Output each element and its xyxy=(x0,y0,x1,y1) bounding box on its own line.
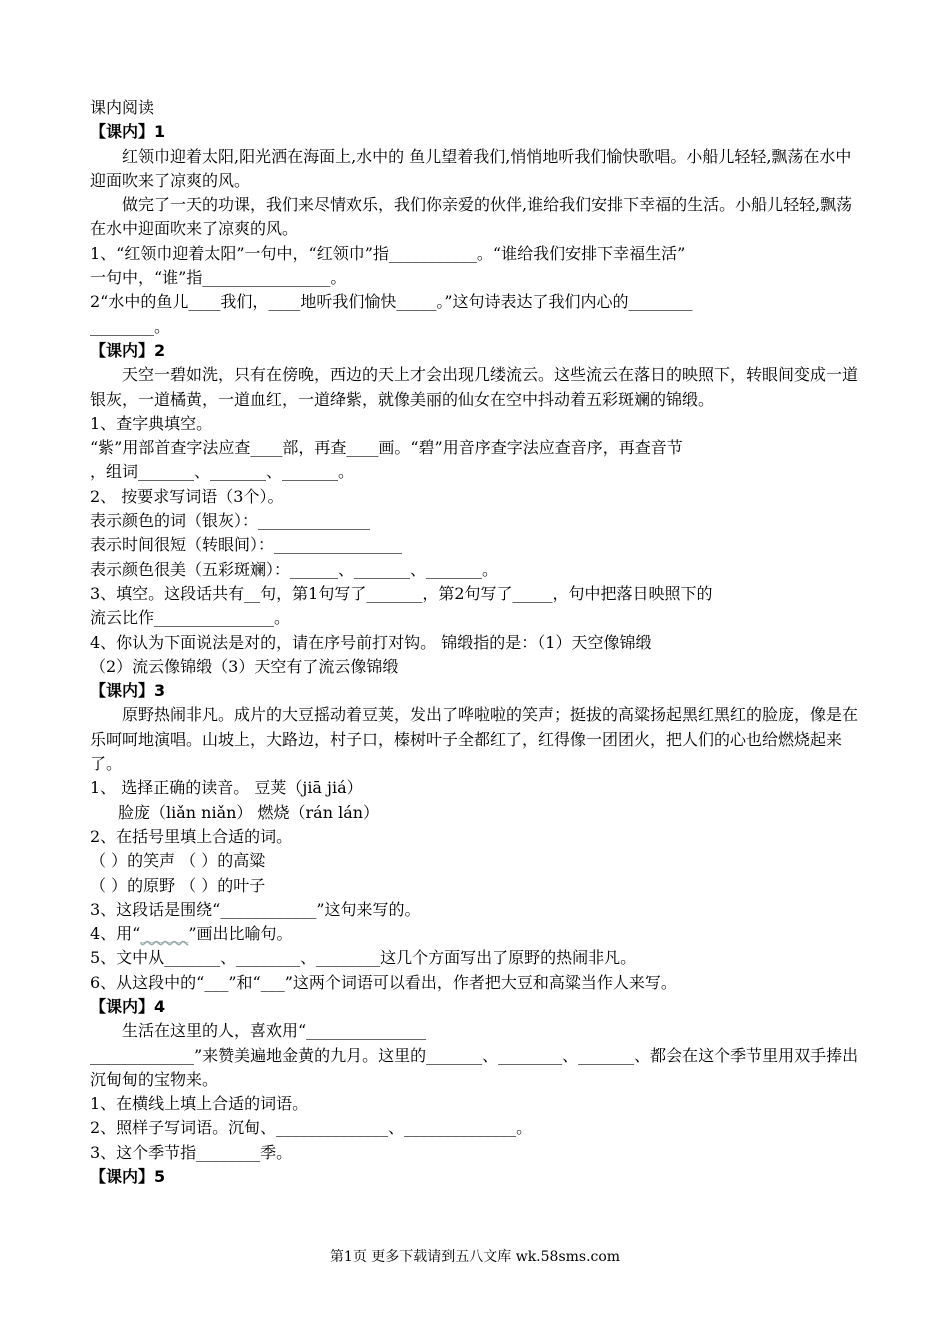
section-4-question-1: 1、在横线上填上合适的词语。 xyxy=(90,1094,309,1114)
q4-suffix: ”画出比喻句。 xyxy=(188,924,293,944)
section-2-question-2: 2、 按要求写词语（3个）。 xyxy=(90,486,284,506)
section-3-heading: 【课内】3 xyxy=(90,681,166,701)
section-4-question-2: 2、照样子写词语。沉甸、______________、______________。 xyxy=(90,1118,533,1138)
section-2-question-1b: ，组词_______、_______、_______。 xyxy=(90,462,355,482)
q4-prefix: 4、用“ xyxy=(90,924,141,944)
wavy-line-mark: ______ xyxy=(140,924,189,944)
section-1-question-2: 2“水中的鱼儿____我们，____地听我们愉快_____。”这句诗表达了我们内心的________ xyxy=(90,292,693,312)
section-2-question-4: 4、你认为下面说法是对的，请在序号前打对钩。 锦缎指的是：（1）天空像锦缎 xyxy=(90,632,652,652)
page-footer: 第1页 更多下载请到五八文库 wk.58sms.com xyxy=(329,1249,621,1265)
section-1-heading: 【课内】1 xyxy=(90,122,166,142)
section-4-paragraph-1: 生活在这里的人，喜欢用“_______________ xyxy=(122,1021,427,1041)
section-2-question-2b: 表示时间很短（转眼间）：________________ xyxy=(90,535,403,555)
document-body xyxy=(90,96,860,1189)
section-5-heading: 【课内】5 xyxy=(90,1167,166,1187)
section-4-heading: 【课内】4 xyxy=(90,996,166,1016)
section-4-question-3: 3、这个季节指________季。 xyxy=(90,1142,293,1162)
section-4-paragraph-2: _____________”来赞美遍地金黄的九月。这里的_______、________、_______、都会在这个季节里用双手捧出沉甸甸的宝物来。 xyxy=(90,1045,859,1089)
section-2-question-3: 3、填空。这段话共有__句，第1句写了_______，第2句写了_____，句中把落日映照下的 xyxy=(90,583,713,603)
section-3-question-2b: （ ）的原野 （ ）的叶子 xyxy=(90,875,266,895)
section-3-question-2: 2、在括号里填上合适的词。 xyxy=(90,826,293,846)
section-2-question-3-cont: 流云比作_______________。 xyxy=(90,608,291,628)
page-title: 课内阅读 xyxy=(90,98,155,117)
section-2-question-1a: “紫”用部首查字法应查____部，再查____画。“碧”用音序查字法应查音序，再查音节 xyxy=(90,438,683,458)
section-3-question-3: 3、这段话是围绕“____________”这句来写的。 xyxy=(90,899,421,919)
section-3-paragraph: 原野热闹非凡。成片的大豆摇动着豆荚，发出了哗啦啦的笑声；挺拔的高粱扬起黑红黑红的脸庞，像是在乐呵呵地演唱。山坡上，大路边，村子口，榛树叶子全都红了，红得像一团团火，把人们的心也给燃烧起来了。 xyxy=(90,705,859,774)
section-2-question-2a: 表示颜色的词（银灰）：______________ xyxy=(90,511,371,531)
section-1-question-1-cont: 一句中，“谁”指________________。 xyxy=(90,268,347,288)
section-1-paragraph-2: 做完了一天的功课，我们来尽情欢乐，我们你亲爱的伙伴,谁给我们安排下幸福的生活。小船儿轻轻,飘荡在水中迎面吹来了凉爽的风。 xyxy=(90,195,853,239)
section-3-question-1: 1、 选择正确的读音。 豆荚（jiā jiá） xyxy=(90,778,363,798)
section-2-question-1: 1、查字典填空。 xyxy=(90,413,213,433)
section-3-question-6: 6、从这段中的“___”和“___”这两个词语可以看出，作者把大豆和高粱当作人来写。 xyxy=(90,972,677,992)
section-1-question-2-cont: ________。 xyxy=(90,316,171,336)
section-2-heading: 【课内】2 xyxy=(90,340,166,360)
section-2-paragraph: 天空一碧如洗，只有在傍晚，西边的天上才会出现几缕流云。这些流云在落日的映照下，转眼间变成一道银灰，一道橘黄，一道血红，一道绛紫，就像美丽的仙女在空中抖动着五彩斑斓的锦缎。 xyxy=(90,365,859,409)
section-3-question-5: 5、文中从_______、________、________这几个方面写出了原野的热闹非凡。 xyxy=(90,948,637,968)
section-1-question-1: 1、“红领巾迎着太阳”一句中，“红领巾”指___________。“谁给我们安排下幸福生活” xyxy=(90,243,686,263)
section-2-question-4-cont: （2）流云像锦缎（3）天空有了流云像锦缎 xyxy=(90,656,399,676)
section-2-question-2c: 表示颜色很美（五彩斑斓）：______、_______、_______。 xyxy=(90,559,499,579)
section-3-question-2a: （ ）的笑声 （ ）的高粱 xyxy=(90,851,266,871)
section-1-paragraph-1: 红领巾迎着太阳,阳光洒在海面上,水中的 鱼儿望着我们,悄悄地听我们愉快歌唱。小船儿轻轻,飘荡在水中迎面吹来了凉爽的风。 xyxy=(90,146,852,190)
section-3-question-1-cont: 脸庞（liǎn niǎn） 燃烧（rán lán） xyxy=(118,802,380,822)
section-3-question-4 xyxy=(90,922,860,946)
